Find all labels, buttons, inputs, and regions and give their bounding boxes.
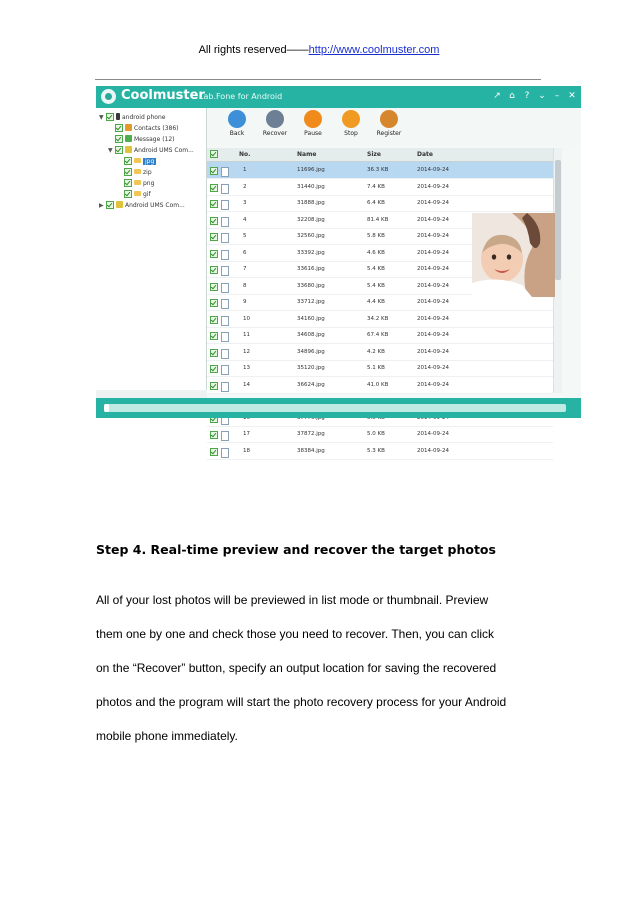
file-icon xyxy=(221,184,229,194)
file-date: 2014-09-24 xyxy=(417,249,449,256)
tree-checkbox[interactable] xyxy=(115,146,123,154)
file-size: 5.8 KB xyxy=(367,233,385,239)
tree-item[interactable] xyxy=(108,123,179,134)
step-heading: Step 4. Real-time preview and recover the target photos xyxy=(96,542,496,557)
tree-item-label: png xyxy=(143,180,155,187)
file-name: 33680.jpg xyxy=(297,282,325,289)
recover-button[interactable] xyxy=(255,110,295,137)
register-icon xyxy=(380,110,398,128)
file-size: 7.4 KB xyxy=(367,183,385,190)
table-row[interactable] xyxy=(207,179,553,196)
row-number: 4 xyxy=(243,216,247,223)
folder-icon xyxy=(134,169,141,174)
row-number: 12 xyxy=(243,348,250,355)
table-row[interactable] xyxy=(207,162,553,179)
file-date: 2014-09-24 xyxy=(417,167,449,173)
file-date: 2014-09-24 xyxy=(417,183,449,190)
tree-item-label: android phone xyxy=(122,114,166,121)
tree-item-label: Contacts (386) xyxy=(134,125,179,132)
pause-button-label: Pause xyxy=(304,130,322,137)
row-checkbox[interactable] xyxy=(210,200,218,208)
message-icon xyxy=(125,135,132,142)
row-number: 9 xyxy=(243,299,247,305)
file-icon xyxy=(221,431,229,441)
home-icon[interactable]: ⌂ xyxy=(509,91,515,101)
file-name: 32560.jpg xyxy=(297,233,325,239)
column-header-no[interactable]: No. xyxy=(239,151,251,158)
file-size: 4.4 KB xyxy=(367,299,385,305)
file-icon xyxy=(221,250,229,260)
file-name: 35120.jpg xyxy=(297,365,325,371)
photo-thumbnail-baby xyxy=(472,213,555,297)
file-date: 2014-09-24 xyxy=(417,233,449,239)
tree-item[interactable] xyxy=(117,156,156,167)
row-checkbox[interactable] xyxy=(210,332,218,340)
page-header xyxy=(0,44,638,56)
select-all-checkbox[interactable] xyxy=(210,150,218,158)
scroll-thumb[interactable] xyxy=(555,160,561,280)
tree-item[interactable] xyxy=(99,200,185,211)
row-checkbox[interactable] xyxy=(210,184,218,192)
file-date: 2014-09-24 xyxy=(417,216,449,223)
row-checkbox[interactable] xyxy=(210,365,218,373)
close-icon[interactable]: ✕ xyxy=(568,91,576,101)
pause-button[interactable] xyxy=(293,110,333,137)
tree-item-label: Android UMS Com... xyxy=(125,202,185,209)
tree-item-label: jpg xyxy=(145,158,155,165)
row-checkbox[interactable] xyxy=(210,167,218,175)
tree-item[interactable] xyxy=(117,189,151,200)
row-number: 5 xyxy=(243,233,247,239)
file-name: 33712.jpg xyxy=(297,299,325,305)
row-number: 3 xyxy=(243,200,247,206)
table-row[interactable] xyxy=(207,360,553,377)
expand-right-icon[interactable]: ▶ xyxy=(99,202,104,209)
android-icon xyxy=(125,146,132,153)
file-icon xyxy=(221,316,229,326)
file-size: 41.0 KB xyxy=(367,381,389,388)
file-date: 2014-09-24 xyxy=(417,282,449,289)
file-size: 5.1 KB xyxy=(367,365,385,371)
tree-item-label: zip xyxy=(143,169,152,176)
row-number: 6 xyxy=(243,249,247,256)
file-icon xyxy=(221,349,229,359)
app-brand: Coolmuster xyxy=(121,88,205,103)
table-row[interactable] xyxy=(207,443,553,460)
body-text-line: mobile phone immediately. xyxy=(96,729,238,743)
row-checkbox[interactable] xyxy=(210,233,218,241)
file-name: 37872.jpg xyxy=(297,431,325,437)
row-checkbox[interactable] xyxy=(210,316,218,324)
row-checkbox[interactable] xyxy=(210,266,218,274)
row-number: 11 xyxy=(243,332,250,338)
file-date: 2014-09-24 xyxy=(417,447,449,454)
file-date: 2014-09-24 xyxy=(417,431,449,437)
device-tree xyxy=(96,108,207,398)
file-icon xyxy=(221,217,229,227)
back-icon xyxy=(228,110,246,128)
file-size: 5.4 KB xyxy=(367,282,385,289)
register-button[interactable] xyxy=(369,110,409,137)
file-size: 81.4 KB xyxy=(367,216,389,223)
tree-checkbox[interactable] xyxy=(115,124,123,132)
tree-item[interactable] xyxy=(99,112,165,123)
table-row[interactable] xyxy=(207,377,553,394)
row-checkbox[interactable] xyxy=(210,250,218,258)
stop-button-label: Stop xyxy=(344,130,358,137)
row-number: 8 xyxy=(243,282,247,289)
file-name: 34896.jpg xyxy=(297,348,325,355)
table-header xyxy=(207,148,553,162)
help-icon[interactable]: ? xyxy=(524,91,530,101)
row-number: 2 xyxy=(243,183,247,190)
pause-icon xyxy=(304,110,322,128)
folder-icon xyxy=(134,191,141,196)
tree-item[interactable] xyxy=(108,134,175,145)
expand-down-icon[interactable]: ▼ xyxy=(99,114,104,121)
file-icon xyxy=(221,332,229,342)
row-checkbox[interactable] xyxy=(210,299,218,307)
file-name: 38384.jpg xyxy=(297,447,325,454)
header-link[interactable]: http://www.coolmuster.com xyxy=(308,44,440,56)
row-number: 18 xyxy=(243,447,250,454)
file-icon xyxy=(221,233,229,243)
file-size: 5.4 KB xyxy=(367,266,385,272)
file-date: 2014-09-24 xyxy=(417,299,449,305)
file-name: 11696.jpg xyxy=(297,167,325,173)
file-size: 36.3 KB xyxy=(367,167,389,173)
row-number: 7 xyxy=(243,266,247,272)
app-titlebar xyxy=(96,86,581,108)
tree-item[interactable] xyxy=(108,145,194,156)
file-name: 31888.jpg xyxy=(297,200,325,206)
file-icon xyxy=(221,266,229,276)
row-checkbox[interactable] xyxy=(210,431,218,439)
minimize-icon[interactable]: – xyxy=(554,91,560,101)
tree-item-label: gif xyxy=(143,191,151,198)
file-size: 6.4 KB xyxy=(367,200,385,206)
table-row[interactable] xyxy=(207,426,553,443)
row-number: 13 xyxy=(243,365,250,371)
folder-icon xyxy=(134,158,141,163)
tree-checkbox[interactable] xyxy=(106,113,114,121)
table-row[interactable] xyxy=(207,311,553,328)
register-button-label: Register xyxy=(376,130,402,137)
file-name: 32208.jpg xyxy=(297,216,325,223)
file-icon xyxy=(221,365,229,375)
body-text-line: them one by one and check those you need to recover. Then, you can click xyxy=(96,627,495,641)
row-number: 14 xyxy=(243,381,250,388)
pin-icon[interactable]: ↗ xyxy=(493,91,501,101)
tree-item-label: Android UMS Com... xyxy=(134,147,194,154)
table-row[interactable] xyxy=(207,195,553,212)
logo-icon xyxy=(101,89,116,104)
file-icon xyxy=(221,283,229,293)
tree-checkbox[interactable] xyxy=(124,168,132,176)
body-text-line: photos and the program will start the photo recovery process for your Android xyxy=(96,695,507,709)
contacts-icon xyxy=(125,124,132,131)
tree-item[interactable] xyxy=(117,178,154,189)
table-row[interactable] xyxy=(207,327,553,344)
tree-item[interactable] xyxy=(117,167,152,178)
column-header-date[interactable]: Date xyxy=(417,151,433,158)
column-header-name[interactable]: Name xyxy=(297,151,317,158)
file-size: 34.2 KB xyxy=(367,315,389,322)
file-icon xyxy=(221,200,229,210)
dropdown-icon[interactable]: ⌄ xyxy=(538,91,546,101)
file-name: 34160.jpg xyxy=(297,315,325,322)
progress-fill xyxy=(104,404,109,412)
file-date: 2014-09-24 xyxy=(417,348,449,355)
tree-horizontal-scrollbar[interactable] xyxy=(96,390,207,398)
toolbar xyxy=(207,108,581,146)
row-checkbox[interactable] xyxy=(210,217,218,225)
row-number: 10 xyxy=(243,315,250,322)
row-number: 17 xyxy=(243,431,250,437)
file-date: 2014-09-24 xyxy=(417,200,449,206)
file-icon xyxy=(221,299,229,309)
file-size: 4.6 KB xyxy=(367,249,385,256)
app-product-name: Lab.Fone for Android xyxy=(199,92,283,101)
body-text-line: All of your lost photos will be previewed in list mode or thumbnail. Preview xyxy=(96,593,489,607)
folder-icon xyxy=(134,180,141,185)
android-icon xyxy=(116,201,123,208)
file-size: 67.4 KB xyxy=(367,332,389,338)
row-checkbox[interactable] xyxy=(210,448,218,456)
file-name: 31440.jpg xyxy=(297,183,325,190)
stop-button[interactable] xyxy=(331,110,371,137)
tree-item-label: Message (12) xyxy=(134,136,175,143)
file-name: 34608.jpg xyxy=(297,332,325,338)
file-size: 5.0 KB xyxy=(367,431,385,437)
header-copyright: All rights reserved—— xyxy=(198,44,309,56)
file-date: 2014-09-24 xyxy=(417,315,449,322)
recover-icon xyxy=(266,110,284,128)
header-divider xyxy=(95,79,541,80)
file-date: 2014-09-24 xyxy=(417,381,449,388)
tree-checkbox[interactable] xyxy=(115,135,123,143)
column-header-size[interactable]: Size xyxy=(367,151,381,158)
file-name: 33616.jpg xyxy=(297,266,325,272)
file-icon xyxy=(221,167,229,177)
file-name: 36624.jpg xyxy=(297,381,325,388)
stop-icon xyxy=(342,110,360,128)
back-button[interactable] xyxy=(217,110,257,137)
tree-checkbox[interactable] xyxy=(124,190,132,198)
file-size: 4.2 KB xyxy=(367,348,385,355)
tree-checkbox[interactable] xyxy=(106,201,114,209)
file-size: 5.3 KB xyxy=(367,447,385,454)
file-icon xyxy=(221,448,229,458)
status-bar xyxy=(96,398,581,418)
tree-checkbox[interactable] xyxy=(124,179,132,187)
table-row[interactable] xyxy=(207,344,553,361)
file-date: 2014-09-24 xyxy=(417,266,449,272)
row-checkbox[interactable] xyxy=(210,382,218,390)
body-text-line: on the “Recover” button, specify an output location for saving the recovered xyxy=(96,661,497,675)
phone-icon xyxy=(116,113,120,120)
recover-button-label: Recover xyxy=(262,130,288,137)
back-button-label: Back xyxy=(229,130,245,137)
expand-down-icon[interactable]: ▼ xyxy=(108,147,113,154)
tree-checkbox[interactable] xyxy=(124,157,132,165)
file-date: 2014-09-24 xyxy=(417,365,449,371)
row-checkbox[interactable] xyxy=(210,283,218,291)
row-checkbox[interactable] xyxy=(210,349,218,357)
file-date: 2014-09-24 xyxy=(417,332,449,338)
recovery-progress-bar xyxy=(104,404,566,412)
file-icon xyxy=(221,382,229,392)
file-name: 33392.jpg xyxy=(297,249,325,256)
row-number: 1 xyxy=(243,167,247,173)
